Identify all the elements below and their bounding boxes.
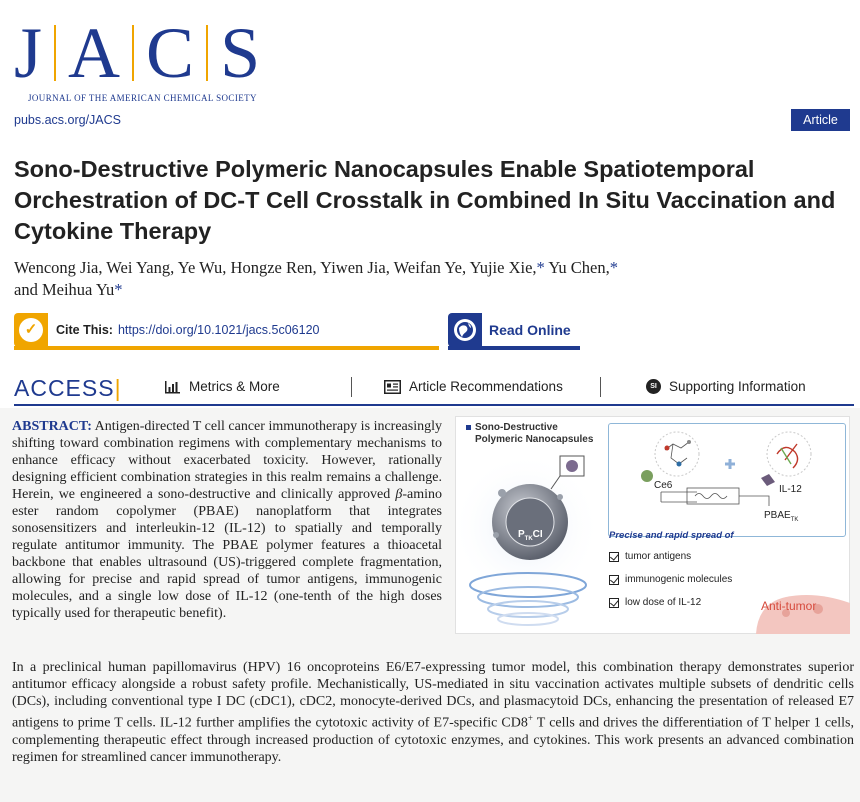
authors-line-1: Wencong Jia, Wei Yang, Ye Wu, Hongze Ren, Yiwen Jia, Weifan Ye, Yujie Xie,: [14, 258, 537, 277]
components-illustration: [609, 424, 845, 536]
anti-tumor-label: Anti-tumor: [761, 599, 817, 613]
logo-divider: [206, 25, 208, 81]
jacs-logo[interactable]: [14, 14, 284, 103]
abstract-heading: ABSTRACT:: [12, 419, 92, 434]
abstract-text-continued: [12, 659, 854, 766]
recommendations-icon: [384, 380, 401, 394]
logo-letter-s: S: [220, 13, 261, 93]
checkbox-icon: [609, 575, 619, 585]
abstract-part-2: -amino ester random copolymer (PBAE) nanoplatform that integrates sonosensitizers and interleukin-12 (IL-12) to spatially and temporally regulate antitumor immunity. The PBAE polymer features a thioacetal backbone that enables ultrasound (US)-triggered complete fragmentation, allowing for precise and rapid spread of tumor antigens, immunogenic molecules, and a single low dose of IL-12 (one-tenth of the high doses typically used for therapeutic benefit).: [12, 487, 442, 621]
il12-label: IL-12: [779, 484, 802, 495]
abstract-full-a: In a preclinical human papillomavirus (HPV) 16 oncoproteins E6/E7-expressing tumor model, this combination therapy demonstrates superior antitumor efficacy alongside a robust safety profile. Mechanistically, US-mediated in situ vaccination activates multiple subsets of dendritic cells (DCs), including conventional type I DC (cDC1), cDC2, monocyte-derived DCs, and plasmacytoid DCs, enhancing the presentation of released E7 antigens to prime T cells. IL-12 further amplifies the cytotoxic activity of E7-specific CD8: [12, 660, 854, 731]
logo-letter-c: C: [146, 13, 195, 93]
abstract-text: [12, 418, 442, 622]
access-title: ACCESS|: [14, 375, 122, 401]
checkbox-icon: [609, 598, 619, 608]
cite-check-icon: ✓: [14, 313, 48, 347]
graphic-title: Sono-Destructive Polymeric Nanocapsules: [466, 422, 593, 446]
abstract-full-b: T cells and drives the differentiation of T helper 1 cells, complementing therapeutic effect through increased production of cytotoxic enzymes, and cytokines. This work presents an advanced combination regimen for streamlined cancer immunotherapy.: [12, 715, 854, 765]
pbae-label: $PBAE_{TK}$: [764, 510, 799, 523]
cite-label: Cite This:: [56, 322, 113, 337]
list-item: immunogenic molecules: [609, 574, 732, 585]
checkbox-icon: [609, 552, 619, 562]
article-recommendations-button[interactable]: [384, 379, 563, 394]
superscript-plus: +: [527, 713, 533, 723]
article-type-badge: Article: [791, 109, 850, 131]
metrics-button[interactable]: [164, 379, 280, 394]
globe-icon: [448, 313, 482, 347]
supporting-information-button[interactable]: [646, 379, 806, 394]
access-bar: [14, 372, 854, 406]
doi-link[interactable]: https://doi.org/10.1021/jacs.5c06120: [117, 322, 320, 337]
spread-heading: Precise and rapid spread of: [609, 530, 734, 541]
authors-line-2: and Meihua Yu: [14, 280, 115, 299]
read-online-label: Read Online: [489, 321, 571, 338]
article-title: Sono-Destructive Polymeric Nanocapsules Enable Spatiotemporal Orchestration of DC-T Cell Crosstalk in Combined In Situ Vaccination and Cytokine Therapy: [14, 156, 836, 244]
ce6-label: Ce6: [654, 480, 673, 491]
logo-divider: [54, 25, 56, 81]
corresponding-author-link[interactable]: *: [609, 258, 618, 277]
supporting-label: Supporting Information: [669, 379, 806, 394]
journal-url-link[interactable]: pubs.acs.org/JACS: [14, 113, 121, 127]
capsule-label: $P_{TK}CI$: [518, 529, 543, 542]
components-panel: [608, 423, 846, 537]
logo-letters: [14, 14, 284, 92]
divider: [351, 377, 352, 397]
nanocapsule-illustration: [456, 417, 606, 635]
si-badge-icon: SI: [646, 379, 661, 394]
logo-letter-j: J: [14, 13, 43, 93]
author-yu-chen: Yu Chen,: [548, 258, 610, 277]
bar-chart-icon: [164, 380, 181, 394]
list-item: tumor antigens: [609, 551, 691, 562]
read-online-button[interactable]: [448, 313, 580, 350]
logo-letter-a: A: [68, 13, 121, 93]
list-item: low dose of IL-12: [609, 597, 701, 608]
divider: [600, 377, 601, 397]
logo-divider: [132, 25, 134, 81]
author-list: [14, 257, 814, 301]
corresponding-author-link[interactable]: *: [536, 258, 545, 277]
graphical-abstract[interactable]: [455, 416, 850, 634]
corresponding-author-link[interactable]: *: [114, 280, 123, 299]
journal-subtitle: JOURNAL OF THE AMERICAN CHEMICAL SOCIETY: [28, 93, 257, 103]
abstract-part-1: Antigen-directed T cell cancer immunotherapy is increasingly shifting toward combination regimens with complementary mechanisms to enhance efficacy without exacerbated toxicity. However, rationally designing efficient combination strategies in this realm remains a challenge. Herein, we engineered a sono-destructive and clinically approved: [12, 419, 442, 502]
beta-symbol: β: [395, 487, 403, 502]
metrics-label: Metrics & More: [189, 379, 280, 394]
recommendations-label: Article Recommendations: [409, 379, 563, 394]
cite-this-bar[interactable]: [14, 313, 439, 350]
